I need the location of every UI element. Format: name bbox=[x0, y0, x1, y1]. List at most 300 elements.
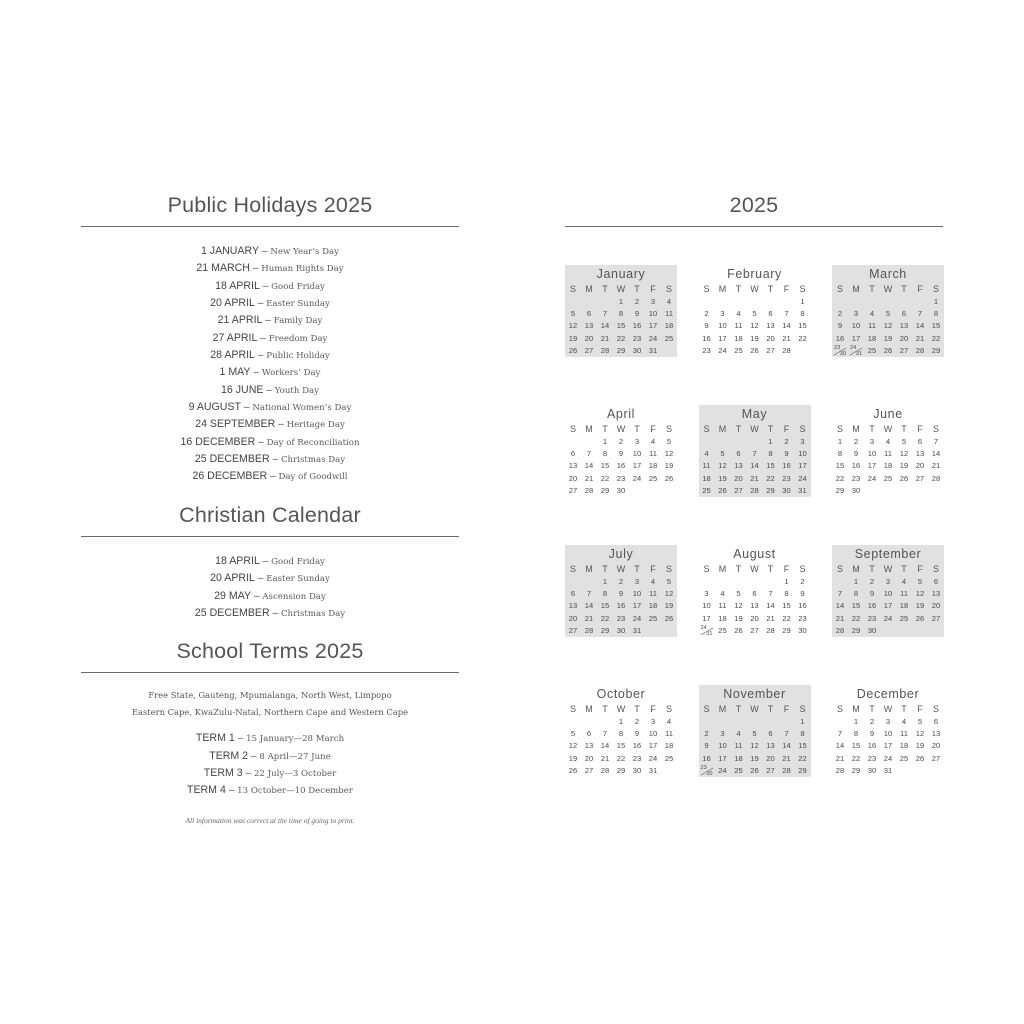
day-cell: 6 bbox=[752, 589, 757, 599]
day-cell: 21 bbox=[750, 473, 759, 483]
holiday-name: Workers’ Day bbox=[261, 368, 321, 379]
day-cell: 21 bbox=[600, 333, 610, 343]
month-name: November bbox=[723, 687, 786, 701]
weekday-header: T bbox=[767, 704, 774, 714]
day-cell: 11 bbox=[868, 321, 876, 331]
list-item bbox=[81, 570, 459, 587]
day-cell: 4 bbox=[901, 717, 907, 726]
day-cell: 10 bbox=[851, 321, 861, 331]
weekday-header: W bbox=[750, 564, 759, 574]
day-cell: 2 bbox=[634, 717, 640, 726]
day-cell: 19 bbox=[883, 333, 893, 343]
term-range: 8 April—27 June bbox=[259, 751, 331, 762]
day-cell: 14 bbox=[835, 741, 845, 751]
day-cell: 2 bbox=[853, 437, 859, 446]
day-cell: 9 bbox=[634, 729, 640, 739]
day-cell: 30 bbox=[632, 345, 642, 355]
day-number: 31 bbox=[855, 350, 862, 357]
day-cell: 31 bbox=[648, 345, 658, 355]
day-cell: 25 bbox=[867, 345, 877, 355]
day-cell: 16 bbox=[702, 753, 711, 763]
day-cell: 18 bbox=[702, 473, 711, 483]
day-cell: 12 bbox=[899, 449, 909, 459]
day-cell: 25 bbox=[899, 613, 909, 623]
day-cell: 4 bbox=[704, 449, 709, 459]
weekday-header: S bbox=[665, 704, 672, 714]
day-cell: 11 bbox=[900, 589, 908, 599]
month-may bbox=[699, 405, 811, 497]
day-cell: 20 bbox=[766, 753, 775, 763]
day-cell: 15 bbox=[616, 741, 626, 751]
day-cell: 18 bbox=[648, 461, 658, 471]
weekday-header: W bbox=[616, 564, 626, 574]
day-cell: 27 bbox=[568, 485, 578, 495]
day-cell: 10 bbox=[632, 589, 642, 599]
day-cell: 9 bbox=[784, 449, 789, 459]
holiday-date: 25 DECEMBER bbox=[194, 453, 270, 466]
day-cell: 24 bbox=[867, 473, 877, 483]
day-cell: 29 bbox=[931, 345, 941, 355]
day-cell: 6 bbox=[586, 729, 592, 739]
weekday-header: S bbox=[799, 284, 806, 294]
empty-cell bbox=[832, 296, 848, 308]
day-cell: 23 bbox=[798, 613, 807, 623]
year-title: 2025 bbox=[729, 193, 779, 217]
title-rule bbox=[565, 226, 943, 227]
day-cell: 4 bbox=[666, 717, 672, 726]
day-cell: 10 bbox=[648, 729, 658, 739]
day-cell: 26 bbox=[664, 473, 674, 483]
day-cell: 21 bbox=[782, 333, 791, 343]
holiday-name: Day of Goodwill bbox=[278, 472, 348, 483]
day-cell: 24 bbox=[632, 473, 642, 483]
weekday-header: S bbox=[703, 704, 710, 714]
day-cell: 16 bbox=[632, 321, 642, 331]
day-cell: 20 bbox=[931, 741, 941, 751]
day-cell: 11 bbox=[718, 601, 727, 611]
region-line: Eastern Cape, KwaZulu-Natal, Northern Cape and Western Cape bbox=[131, 707, 409, 718]
empty-cell bbox=[912, 296, 928, 308]
holiday-date: 21 APRIL bbox=[217, 314, 263, 327]
month-grid bbox=[699, 422, 811, 497]
day-number: 24 bbox=[700, 624, 707, 631]
empty-cell bbox=[699, 436, 715, 448]
weekday-header: S bbox=[799, 564, 806, 574]
day-cell: 3 bbox=[800, 437, 805, 446]
day-cell: 4 bbox=[650, 577, 656, 586]
day-cell: 18 bbox=[664, 321, 674, 331]
empty-cell bbox=[565, 576, 581, 588]
list-item bbox=[81, 278, 459, 295]
day-cell: 27 bbox=[931, 753, 941, 763]
day-cell: 17 bbox=[648, 741, 658, 751]
day-cell: 5 bbox=[720, 449, 725, 459]
list-item bbox=[81, 295, 459, 312]
day-cell: 1 bbox=[853, 717, 859, 726]
day-cell: 6 bbox=[570, 449, 576, 459]
day-cell: 23 bbox=[867, 613, 877, 623]
day-cell: 16 bbox=[782, 461, 791, 471]
weekday-header: T bbox=[735, 284, 742, 294]
holiday-date: 9 AUGUST bbox=[188, 401, 241, 414]
month-january bbox=[565, 265, 677, 357]
day-cell: 27 bbox=[931, 613, 941, 623]
empty-cell bbox=[731, 436, 747, 448]
weekday-header: M bbox=[718, 424, 727, 434]
list-item bbox=[81, 730, 459, 747]
dash-separator: – bbox=[269, 607, 281, 619]
day-cell: 18 bbox=[899, 601, 909, 611]
weekday-header: S bbox=[932, 704, 939, 714]
weekday-header: F bbox=[917, 704, 923, 714]
public-holidays-list bbox=[81, 243, 459, 486]
day-cell: 31 bbox=[648, 765, 658, 775]
day-cell: 3 bbox=[885, 717, 891, 726]
day-cell: 7 bbox=[837, 589, 843, 599]
day-cell: 29 bbox=[600, 485, 610, 495]
day-cell: 21 bbox=[584, 613, 594, 623]
day-cell: 22 bbox=[766, 473, 775, 483]
empty-cell bbox=[731, 576, 747, 588]
day-cell: 7 bbox=[837, 729, 843, 739]
day-cell: 11 bbox=[900, 729, 908, 739]
day-cell: 28 bbox=[915, 345, 925, 355]
holiday-date: 1 JANUARY bbox=[200, 245, 260, 257]
feast-date: 18 APRIL bbox=[215, 554, 260, 567]
day-cell: 15 bbox=[766, 461, 775, 471]
day-cell: 29 bbox=[851, 625, 861, 635]
day-cell: 31 bbox=[883, 765, 893, 775]
day-cell: 12 bbox=[664, 589, 674, 599]
day-cell: 28 bbox=[931, 473, 941, 483]
month-name: March bbox=[869, 267, 907, 281]
weekday-header: S bbox=[836, 284, 843, 294]
day-cell: 14 bbox=[584, 461, 594, 471]
dash-separator: – bbox=[234, 733, 247, 745]
day-cell: 26 bbox=[664, 613, 674, 623]
empty-cell bbox=[832, 716, 848, 728]
day-cell: 1 bbox=[602, 437, 608, 446]
day-cell: 24 bbox=[798, 473, 807, 483]
weekday-header: S bbox=[703, 564, 710, 574]
day-cell: 3 bbox=[704, 589, 709, 599]
day-cell: 20 bbox=[584, 333, 594, 343]
day-cell: 2 bbox=[869, 577, 875, 586]
holiday-name: Heritage Day bbox=[286, 420, 345, 431]
day-cell: 3 bbox=[853, 309, 859, 319]
day-cell: 18 bbox=[734, 753, 743, 763]
day-cell: 23 bbox=[867, 753, 877, 763]
weekday-header: T bbox=[869, 564, 875, 574]
day-cell: 11 bbox=[734, 741, 743, 751]
day-cell: 12 bbox=[718, 461, 727, 471]
day-cell: 4 bbox=[736, 309, 741, 319]
month-october bbox=[565, 685, 677, 777]
day-cell: 22 bbox=[600, 473, 610, 483]
weekday-header: M bbox=[718, 704, 727, 714]
weekday-header: M bbox=[852, 424, 860, 434]
dash-separator: – bbox=[249, 263, 262, 275]
day-cell: 16 bbox=[798, 601, 807, 611]
day-cell: 13 bbox=[931, 589, 941, 599]
day-cell: 8 bbox=[602, 589, 608, 599]
day-cell: 21 bbox=[915, 333, 925, 343]
weekday-header: T bbox=[767, 284, 774, 294]
empty-cell bbox=[731, 716, 747, 728]
month-grid bbox=[832, 282, 944, 357]
weekday-header: W bbox=[883, 704, 893, 714]
day-cell: 4 bbox=[901, 577, 907, 586]
day-cell: 8 bbox=[618, 729, 624, 739]
day-cell: 14 bbox=[600, 321, 610, 331]
weekday-header: F bbox=[783, 284, 790, 294]
weekday-header: W bbox=[750, 704, 759, 714]
empty-cell bbox=[581, 436, 597, 448]
weekday-header: F bbox=[650, 704, 656, 714]
day-cell: 7 bbox=[602, 729, 608, 739]
term-label: TERM 1 bbox=[195, 732, 235, 745]
empty-cell bbox=[597, 716, 613, 728]
day-cell: 7 bbox=[917, 309, 923, 319]
month-grid bbox=[699, 562, 811, 637]
day-cell: 28 bbox=[600, 345, 610, 355]
day-cell: 2 bbox=[800, 577, 805, 586]
day-cell: 3 bbox=[869, 437, 875, 446]
empty-cell bbox=[715, 576, 731, 588]
day-cell: 28 bbox=[782, 765, 791, 775]
weekday-header: T bbox=[735, 564, 742, 574]
day-cell: 11 bbox=[665, 309, 673, 319]
day-cell: 27 bbox=[899, 345, 909, 355]
day-cell: 11 bbox=[884, 449, 892, 459]
dash-separator: – bbox=[250, 367, 262, 379]
day-cell: 10 bbox=[632, 449, 642, 459]
title-rule bbox=[81, 226, 459, 227]
weekday-header: T bbox=[602, 284, 608, 294]
day-cell: 1 bbox=[853, 577, 859, 586]
dash-separator: – bbox=[259, 280, 272, 292]
day-cell: 18 bbox=[883, 461, 893, 471]
empty-cell bbox=[565, 436, 581, 448]
day-cell: 20 bbox=[584, 753, 594, 763]
day-cell: 18 bbox=[648, 601, 658, 611]
list-item bbox=[81, 468, 459, 485]
day-cell: 13 bbox=[766, 741, 775, 751]
day-cell: 29 bbox=[616, 345, 626, 355]
day-cell: 24 bbox=[648, 333, 658, 343]
day-cell: 12 bbox=[915, 729, 925, 739]
month-grid bbox=[565, 422, 677, 497]
list-item bbox=[81, 347, 459, 364]
day-cell: 29 bbox=[600, 625, 610, 635]
day-cell: 20 bbox=[915, 461, 925, 471]
holiday-name: Christmas Day bbox=[280, 455, 346, 466]
weekday-header: T bbox=[735, 704, 742, 714]
weekday-header: T bbox=[634, 564, 640, 574]
empty-cell bbox=[597, 296, 613, 308]
dash-separator: – bbox=[251, 590, 263, 602]
holiday-date: 18 APRIL bbox=[215, 279, 260, 292]
day-cell: 11 bbox=[702, 461, 711, 471]
list-item bbox=[81, 260, 459, 277]
day-cell: 20 bbox=[931, 601, 941, 611]
list-item bbox=[81, 364, 459, 381]
day-cell: 10 bbox=[718, 741, 727, 751]
day-cell: 21 bbox=[584, 473, 594, 483]
day-cell: 9 bbox=[618, 449, 624, 459]
day-number: 23 bbox=[700, 764, 707, 771]
day-cell: 10 bbox=[718, 321, 727, 331]
feast-name: Ascension Day bbox=[262, 591, 326, 602]
day-cell: 3 bbox=[650, 717, 656, 726]
day-cell: 15 bbox=[798, 321, 807, 331]
day-cell: 15 bbox=[782, 601, 791, 611]
dash-separator: – bbox=[269, 454, 281, 466]
dash-separator: – bbox=[257, 332, 269, 344]
day-cell-split bbox=[699, 765, 715, 777]
right-page bbox=[565, 190, 943, 777]
weekday-header: S bbox=[836, 424, 843, 434]
day-cell: 22 bbox=[616, 333, 626, 343]
day-cell: 9 bbox=[837, 321, 843, 331]
weekday-header: W bbox=[750, 284, 759, 294]
day-cell: 6 bbox=[901, 309, 907, 319]
day-cell: 25 bbox=[734, 345, 743, 355]
list-item bbox=[81, 416, 459, 433]
weekday-header: M bbox=[585, 284, 593, 294]
list-item bbox=[81, 330, 459, 347]
weekday-header: S bbox=[932, 424, 939, 434]
day-cell: 4 bbox=[869, 309, 875, 319]
day-cell: 9 bbox=[869, 589, 875, 599]
day-cell: 24 bbox=[718, 345, 727, 355]
day-cell: 1 bbox=[618, 297, 624, 306]
weekday-header: W bbox=[616, 704, 626, 714]
term-label: TERM 4 bbox=[186, 784, 226, 797]
day-cell: 19 bbox=[568, 333, 578, 343]
day-cell: 20 bbox=[568, 613, 578, 623]
weekday-header: W bbox=[883, 284, 893, 294]
day-cell: 25 bbox=[664, 753, 674, 763]
day-cell: 17 bbox=[632, 461, 642, 471]
day-cell: 24 bbox=[883, 613, 893, 623]
weekday-header: M bbox=[718, 564, 727, 574]
weekday-header: T bbox=[735, 424, 742, 434]
day-cell: 28 bbox=[835, 765, 845, 775]
day-cell: 3 bbox=[634, 437, 640, 446]
school-terms-list bbox=[81, 730, 459, 799]
feast-name: Christmas Day bbox=[280, 608, 346, 619]
day-cell: 6 bbox=[917, 437, 923, 446]
month-grid bbox=[565, 562, 677, 637]
day-cell: 30 bbox=[867, 625, 877, 635]
list-item bbox=[81, 782, 459, 799]
weekday-header: T bbox=[602, 424, 608, 434]
day-cell: 31 bbox=[798, 485, 807, 495]
day-cell: 19 bbox=[899, 461, 909, 471]
day-cell: 6 bbox=[768, 729, 773, 739]
day-cell: 5 bbox=[917, 577, 923, 586]
left-page bbox=[81, 190, 459, 825]
day-cell: 19 bbox=[664, 461, 674, 471]
holiday-name: Easter Sunday bbox=[266, 299, 330, 310]
day-cell: 17 bbox=[632, 601, 642, 611]
empty-cell bbox=[747, 436, 763, 448]
day-cell: 14 bbox=[600, 741, 610, 751]
month-name: April bbox=[606, 407, 635, 421]
day-cell: 16 bbox=[851, 461, 861, 471]
weekday-header: M bbox=[585, 564, 593, 574]
day-cell: 2 bbox=[704, 309, 709, 319]
holiday-name: Family Day bbox=[273, 316, 323, 327]
day-cell: 11 bbox=[649, 589, 657, 599]
day-cell: 22 bbox=[931, 333, 941, 343]
weekday-header: T bbox=[634, 704, 640, 714]
day-cell: 20 bbox=[766, 333, 775, 343]
title-rule bbox=[81, 672, 459, 673]
weekday-header: T bbox=[634, 424, 640, 434]
term-range: 15 January—28 March bbox=[246, 734, 345, 745]
empty-cell bbox=[715, 436, 731, 448]
weekday-header: S bbox=[799, 424, 806, 434]
day-cell: 26 bbox=[568, 765, 578, 775]
day-cell: 19 bbox=[750, 753, 759, 763]
day-cell: 8 bbox=[853, 589, 859, 599]
dash-separator: – bbox=[240, 402, 253, 414]
day-cell: 12 bbox=[750, 321, 759, 331]
day-cell: 1 bbox=[618, 717, 624, 726]
day-cell: 26 bbox=[899, 473, 909, 483]
holiday-name: Good Friday bbox=[271, 281, 325, 292]
day-cell: 30 bbox=[782, 485, 791, 495]
day-cell: 2 bbox=[784, 437, 789, 446]
day-cell: 14 bbox=[584, 601, 594, 611]
month-grid bbox=[699, 282, 811, 357]
day-cell: 8 bbox=[837, 449, 843, 459]
day-cell: 25 bbox=[883, 473, 893, 483]
dash-separator: – bbox=[262, 315, 274, 327]
weekday-header: S bbox=[569, 284, 576, 294]
weekday-header: S bbox=[932, 284, 939, 294]
day-cell: 13 bbox=[899, 321, 909, 331]
day-cell: 18 bbox=[867, 333, 877, 343]
weekday-header: W bbox=[883, 424, 893, 434]
day-number: 30 bbox=[706, 770, 713, 777]
day-cell: 6 bbox=[933, 577, 939, 586]
day-cell: 29 bbox=[782, 625, 791, 635]
day-cell: 14 bbox=[782, 321, 791, 331]
weekday-header: T bbox=[602, 704, 608, 714]
day-cell: 17 bbox=[702, 613, 711, 623]
day-cell: 28 bbox=[584, 625, 594, 635]
holiday-date: 16 DECEMBER bbox=[180, 435, 256, 448]
dash-separator: – bbox=[259, 246, 271, 257]
day-cell: 2 bbox=[634, 297, 640, 306]
day-cell: 5 bbox=[570, 729, 576, 739]
day-cell: 7 bbox=[768, 589, 773, 599]
public-holidays-title: Public Holidays 2025 bbox=[167, 193, 373, 217]
empty-cell bbox=[699, 296, 715, 308]
day-cell: 8 bbox=[768, 449, 773, 459]
day-cell: 3 bbox=[650, 297, 656, 306]
list-item bbox=[81, 312, 459, 329]
weekday-header: T bbox=[869, 424, 875, 434]
day-cell: 5 bbox=[752, 729, 757, 739]
day-cell: 13 bbox=[766, 321, 775, 331]
day-cell: 22 bbox=[835, 473, 845, 483]
day-cell: 15 bbox=[616, 321, 626, 331]
holiday-name: New Year’s Day bbox=[270, 247, 340, 257]
